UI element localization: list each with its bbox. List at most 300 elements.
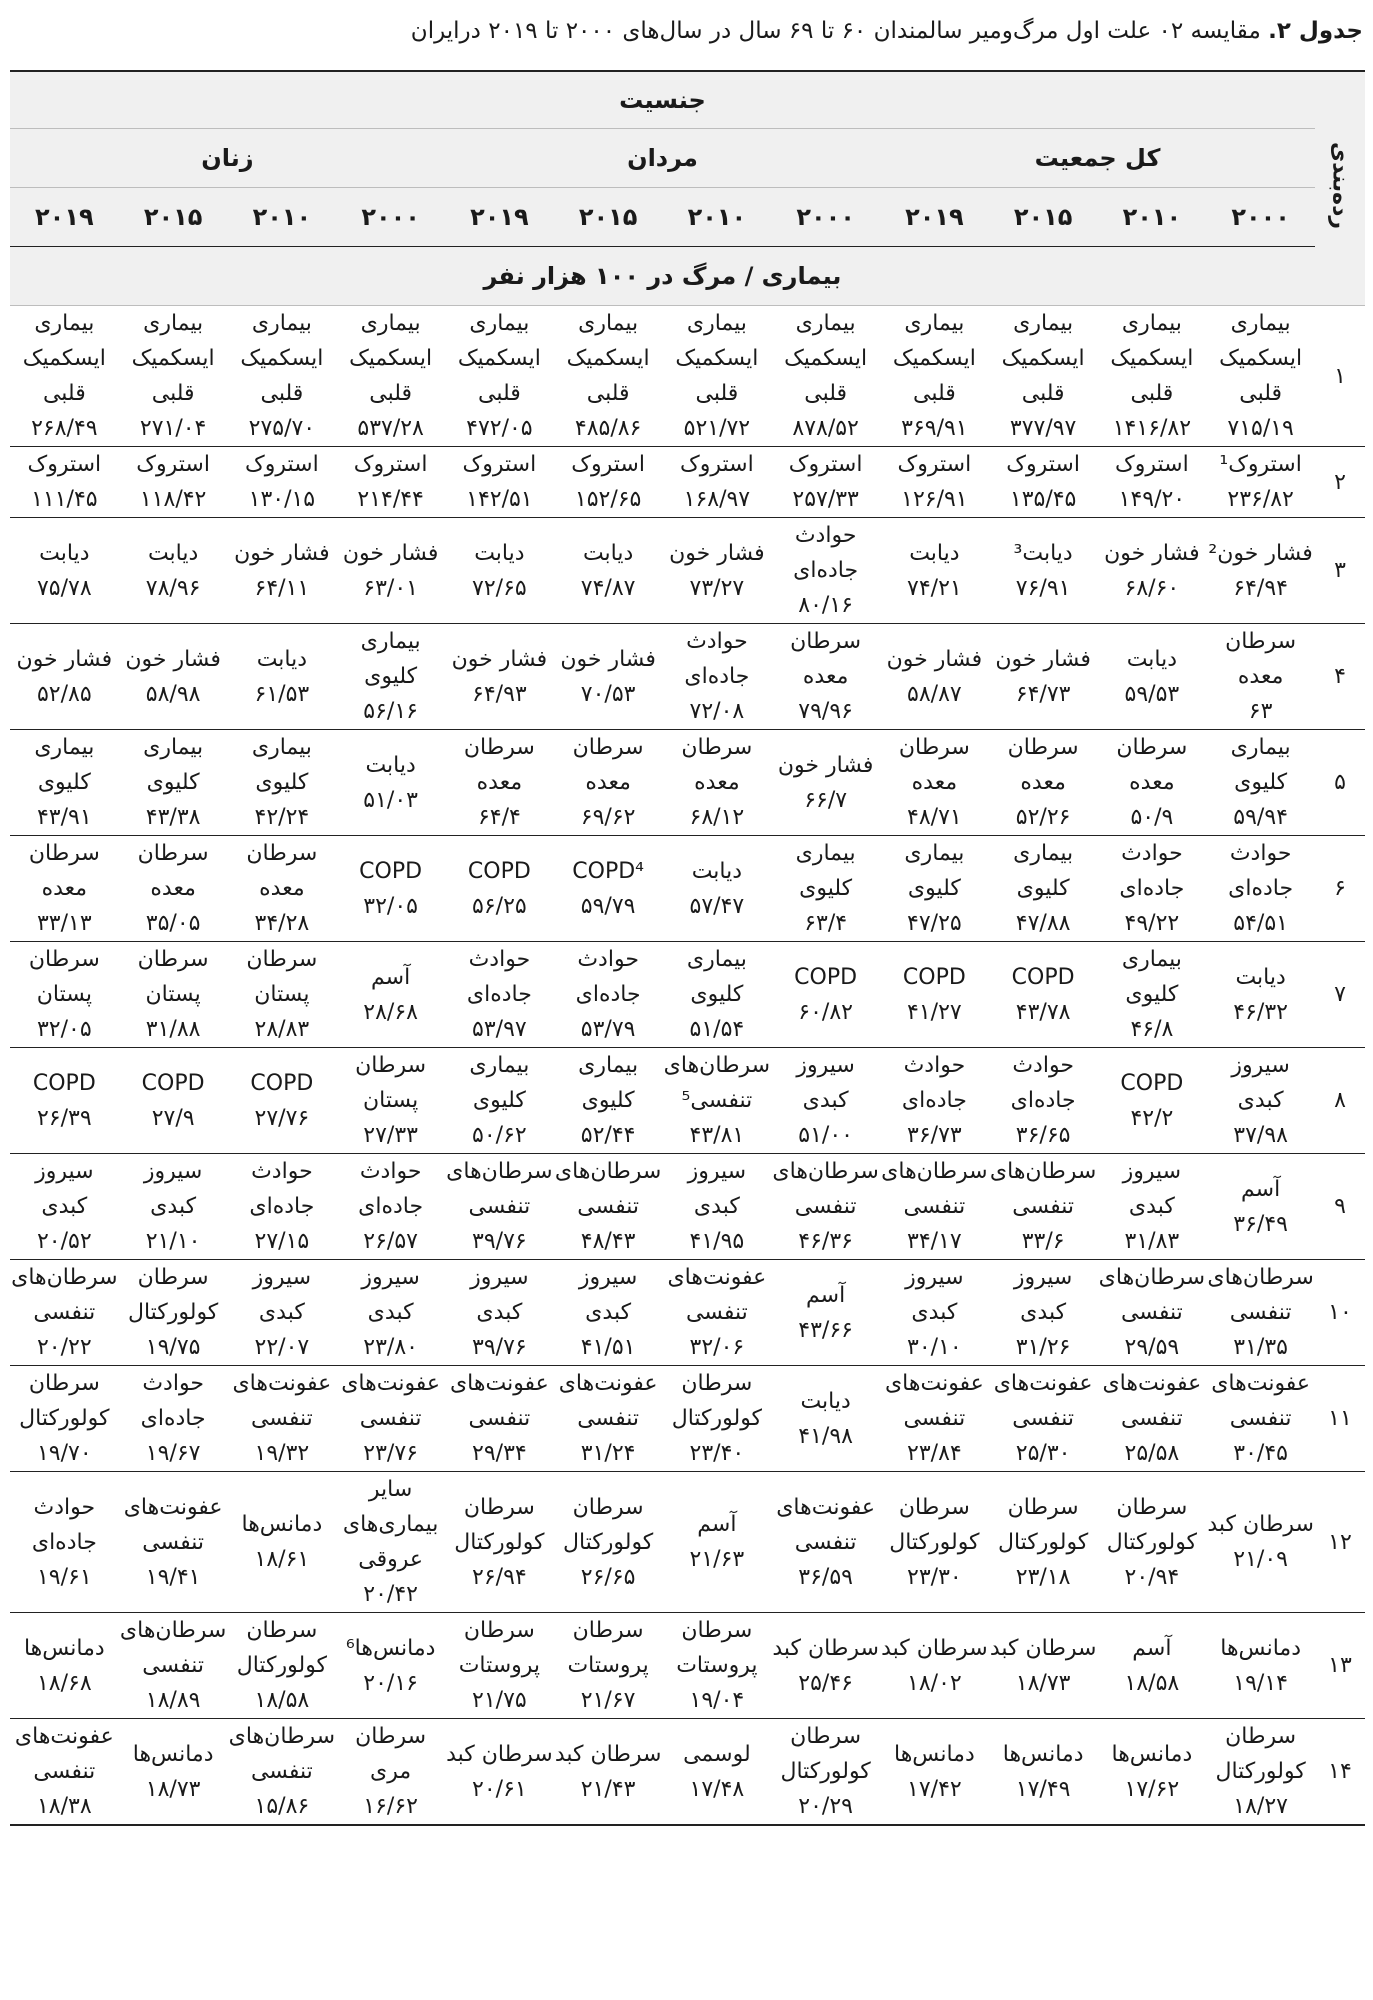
death-rate-value: ۱۸/۶۸ xyxy=(36,1670,92,1696)
death-rate-value: ۲۰/۹۴ xyxy=(1124,1564,1180,1590)
table-row xyxy=(10,1048,1365,1154)
data-cell xyxy=(663,447,772,518)
data-cell xyxy=(228,1613,337,1719)
cause-name: عفونت‌های تنفسی xyxy=(667,1265,767,1325)
cause-name: بیماری ایسکمیک قلبی xyxy=(131,311,215,406)
death-rate-value: ۲۳/۸۰ xyxy=(363,1335,418,1360)
death-rate-value: ۴۶/۳۶ xyxy=(798,1229,853,1254)
cause-name: سیروز کبدی xyxy=(687,1159,747,1219)
data-cell xyxy=(228,306,337,447)
death-rate-value: ۱۸/۲۷ xyxy=(1233,1794,1288,1819)
data-cell xyxy=(336,1154,445,1260)
data-cell xyxy=(1098,1260,1207,1366)
cause-name: سرطان معده xyxy=(463,735,535,795)
data-cell xyxy=(336,942,445,1048)
death-rate-value: ۳۶/۴۹ xyxy=(1233,1211,1288,1237)
table-caption xyxy=(10,16,1363,46)
data-cell xyxy=(1098,624,1207,730)
cause-name: عفونت‌های تنفسی xyxy=(14,1724,114,1784)
data-cell xyxy=(989,447,1098,518)
death-rate-value: ۶۰/۸۲ xyxy=(798,999,853,1025)
death-rate-value: ۶۴/۴ xyxy=(477,805,521,830)
data-cell xyxy=(228,1366,337,1472)
data-cell xyxy=(445,1719,554,1826)
death-rate-value: ۴۱/۵۱ xyxy=(580,1335,636,1360)
data-cell xyxy=(1098,1154,1207,1260)
year-header: ۲۰۱۰ xyxy=(228,188,337,247)
cause-name: حوادث جاده‌ای xyxy=(901,1053,967,1113)
death-rate-value: ۴۹/۲۲ xyxy=(1124,911,1180,936)
rank-cell: ۶ xyxy=(1315,836,1365,942)
data-cell xyxy=(989,942,1098,1048)
cause-name: بیماری ایسکمیک قلبی xyxy=(784,311,868,406)
cause-name: بیماری کلیوی xyxy=(469,1053,530,1113)
death-rate-value: ۲۱/۷۵ xyxy=(472,1688,527,1713)
death-rate-value: ۳۹/۷۶ xyxy=(472,1335,527,1360)
cause-name: دیابت xyxy=(39,540,90,566)
death-rate-value: ۱۷/۴۲ xyxy=(907,1776,962,1802)
cause-name: فشار خون² xyxy=(1208,540,1313,566)
cause-name: سیروز کبدی xyxy=(1122,1159,1182,1219)
death-rate-value: ۲۷/۹ xyxy=(151,1105,195,1131)
death-rate-value: ۲۰/۲۹ xyxy=(798,1794,853,1819)
cause-name: سرطان معده xyxy=(28,841,100,901)
cause-name: سرطان معده xyxy=(137,841,209,901)
data-cell xyxy=(880,624,989,730)
death-rate-value: ۴۱/۲۷ xyxy=(907,999,962,1025)
death-rate-value: ۳۰/۱۰ xyxy=(907,1335,962,1360)
cause-name: سرطان کبد xyxy=(446,1741,553,1767)
data-cell xyxy=(989,1613,1098,1719)
cause-name: COPD xyxy=(794,964,858,990)
data-cell xyxy=(1098,1613,1207,1719)
cause-name: عفونت‌های تنفسی xyxy=(123,1494,223,1555)
data-cell xyxy=(554,1260,663,1366)
data-cell xyxy=(771,1719,880,1826)
cause-name: سرطان معده xyxy=(898,735,970,795)
data-cell xyxy=(663,730,772,836)
data-cell xyxy=(336,1613,445,1719)
death-rate-value: ۳۶/۵۹ xyxy=(798,1564,853,1590)
cause-name: بیماری کلیوی xyxy=(143,735,204,795)
cause-name: آسم xyxy=(1132,1635,1172,1661)
cause-name: سرطان معده xyxy=(1007,735,1079,795)
death-rate-value: ۳۳/۶ xyxy=(1021,1229,1065,1254)
data-cell xyxy=(554,1472,663,1613)
cause-name: آسم xyxy=(371,964,411,990)
cause-name: حوادث جاده‌ای xyxy=(1228,841,1294,901)
data-cell xyxy=(880,730,989,836)
data-cell xyxy=(989,836,1098,942)
death-rate-value: ۴۶/۳۲ xyxy=(1233,999,1288,1025)
cause-name: عفونت‌های تنفسی xyxy=(993,1371,1093,1431)
data-cell xyxy=(1206,1719,1315,1826)
cause-name: سیروز کبدی xyxy=(35,1159,94,1219)
death-rate-value: ۲۳/۳۰ xyxy=(907,1564,962,1590)
death-rate-value: ۳۷/۹۸ xyxy=(1233,1123,1288,1148)
death-rate-value: ۲۷۱/۰۴ xyxy=(139,416,207,441)
data-cell xyxy=(1206,1260,1315,1366)
cause-name: سرطان کبد xyxy=(989,1635,1097,1661)
rank-cell: ۳ xyxy=(1315,518,1365,624)
data-cell xyxy=(1098,836,1207,942)
death-rate-value: ۲۰/۱۶ xyxy=(363,1670,418,1696)
rank-cell: ۴ xyxy=(1315,624,1365,730)
cause-name: دیابت xyxy=(691,858,743,884)
death-rate-value: ۴۸/۴۳ xyxy=(580,1229,636,1254)
data-cell xyxy=(228,447,337,518)
cause-name: سرطان‌های تنفسی xyxy=(119,1618,227,1678)
cause-name: سیروز کبدی xyxy=(143,1159,203,1219)
cause-name: دمانس‌ها xyxy=(241,1512,323,1537)
cause-name: سرطان کولورکتال xyxy=(127,1265,219,1325)
year-header: ۲۰۰۰ xyxy=(336,188,445,247)
death-rate-value: ۵۳۷/۲۸ xyxy=(357,416,424,441)
death-rate-value: ۱۹/۴۱ xyxy=(145,1564,201,1590)
death-rate-value: ۲۵/۴۶ xyxy=(798,1670,853,1696)
data-cell xyxy=(1206,1613,1315,1719)
cause-name: سیروز کبدی xyxy=(1013,1265,1073,1325)
data-cell xyxy=(119,836,228,942)
death-rate-value: ۵۷/۴۷ xyxy=(689,893,745,919)
data-cell xyxy=(1206,730,1315,836)
table-row xyxy=(10,306,1365,447)
data-cell xyxy=(1206,518,1315,624)
death-rate-value: ۲۹/۳۴ xyxy=(472,1441,527,1466)
cause-name: فشار خون xyxy=(125,646,221,672)
data-cell xyxy=(1206,306,1315,447)
cause-name: سرطان کبد xyxy=(1207,1512,1314,1537)
data-cell xyxy=(1206,447,1315,518)
data-cell xyxy=(445,306,554,447)
data-cell xyxy=(880,1719,989,1826)
cause-name: سرطان پستان xyxy=(28,947,100,1007)
death-rate-value: ۵۴/۵۱ xyxy=(1233,911,1288,936)
death-rate-value: ۳۱/۳۵ xyxy=(1233,1335,1288,1360)
data-cell xyxy=(445,1154,554,1260)
death-rate-value: ۲۳۶/۸۲ xyxy=(1227,487,1294,512)
death-rate-value: ۵۰/۹ xyxy=(1130,805,1174,830)
data-cell xyxy=(445,836,554,942)
data-cell xyxy=(880,1366,989,1472)
death-rate-value: ۵۶/۱۶ xyxy=(363,699,418,724)
data-cell xyxy=(554,836,663,942)
data-cell xyxy=(445,1613,554,1719)
death-rate-value: ۶۱/۵۳ xyxy=(254,681,310,707)
cause-name: فشار خون xyxy=(560,646,656,672)
rank-cell: ۱۲ xyxy=(1315,1472,1365,1613)
death-rate-value: ۳۱/۲۴ xyxy=(580,1441,636,1466)
data-cell xyxy=(554,1366,663,1472)
death-rate-value: ۱۳۰/۱۵ xyxy=(248,487,316,512)
cause-name: حوادث جاده‌ای xyxy=(31,1494,97,1555)
data-cell xyxy=(10,624,119,730)
cause-name: COPD xyxy=(141,1070,205,1096)
year-header: ۲۰۰۰ xyxy=(771,188,880,247)
data-cell xyxy=(1098,306,1207,447)
death-rate-value: ۵۳/۷۹ xyxy=(580,1017,636,1042)
data-cell xyxy=(10,836,119,942)
cause-name: سیروز کبدی xyxy=(578,1265,638,1325)
cause-name: عفونت‌های تنفسی xyxy=(341,1371,441,1431)
cause-name: COPD xyxy=(359,858,423,884)
death-rate-value: ۲۷/۳۳ xyxy=(363,1123,418,1148)
cause-name: حوادث جاده‌ای xyxy=(249,1159,315,1219)
cause-name: بیماری ایسکمیک قلبی xyxy=(22,311,106,406)
death-rate-value: ۴۸/۷۱ xyxy=(907,805,962,830)
cause-name: COPD xyxy=(32,1070,96,1096)
data-cell xyxy=(880,1048,989,1154)
data-cell xyxy=(1206,1048,1315,1154)
cause-name: دمانس‌ها⁶ xyxy=(345,1635,436,1661)
data-cell xyxy=(228,1048,337,1154)
data-cell xyxy=(10,1260,119,1366)
death-rate-value: ۷۹/۹۶ xyxy=(798,699,853,724)
data-cell xyxy=(336,1719,445,1826)
cause-name: سرطان‌های تنفسی xyxy=(772,1159,879,1219)
death-rate-value: ۸۷۸/۵۲ xyxy=(792,416,859,441)
data-cell xyxy=(554,1719,663,1826)
data-cell xyxy=(336,730,445,836)
cause-name: استروک xyxy=(571,452,645,477)
data-cell xyxy=(336,624,445,730)
table-row xyxy=(10,624,1365,730)
death-rate-value: ۲۱/۴۳ xyxy=(580,1776,636,1802)
cause-name: دیابت xyxy=(582,540,634,566)
death-rate-value: ۲۵۷/۳۳ xyxy=(792,487,859,512)
death-rate-value: ۳۲/۰۵ xyxy=(363,893,418,919)
data-cell xyxy=(336,1260,445,1366)
table-row xyxy=(10,730,1365,836)
death-rate-value: ۷۸/۹۶ xyxy=(145,575,201,601)
cause-name: استروک xyxy=(353,452,428,477)
data-cell xyxy=(989,1719,1098,1826)
data-cell xyxy=(663,1613,772,1719)
cause-name: سرطان کولورکتال xyxy=(889,1494,980,1555)
death-rate-value: ۱۸/۰۲ xyxy=(907,1670,962,1696)
death-rate-value: ۲۵/۵۸ xyxy=(1124,1441,1180,1466)
table-row xyxy=(10,1154,1365,1260)
data-cell xyxy=(445,1366,554,1472)
death-rate-value: ۴۲/۲۴ xyxy=(254,805,310,830)
data-cell xyxy=(1098,1048,1207,1154)
death-rate-value: ۷۶/۹۱ xyxy=(1015,575,1071,601)
death-rate-value: ۲۷/۷۶ xyxy=(254,1105,310,1131)
data-cell xyxy=(989,306,1098,447)
data-cell xyxy=(771,1154,880,1260)
data-cell xyxy=(663,836,772,942)
cause-name: سرطان کولورکتال xyxy=(454,1494,545,1555)
death-rate-value: ۵۲/۲۶ xyxy=(1015,805,1071,830)
data-cell xyxy=(10,1472,119,1613)
data-cell xyxy=(228,1719,337,1826)
death-rate-value: ۲۱/۰۹ xyxy=(1233,1547,1288,1572)
death-rate-value: ۵۲/۸۵ xyxy=(36,681,92,707)
cause-name: سرطان پروستات xyxy=(458,1618,541,1678)
data-cell xyxy=(880,1260,989,1366)
cause-name: دمانس‌ها xyxy=(132,1741,214,1767)
cause-name: سایر بیماری‌های عروقی xyxy=(342,1477,439,1572)
data-cell xyxy=(554,1154,663,1260)
data-cell xyxy=(336,1048,445,1154)
death-rate-value: ۴۳/۸۱ xyxy=(689,1123,745,1148)
data-cell xyxy=(663,306,772,447)
cause-name: بیماری کلیوی xyxy=(904,841,965,901)
death-rate-value: ۱۹/۱۴ xyxy=(1233,1670,1288,1696)
death-rate-value: ۲۱/۱۰ xyxy=(145,1229,201,1254)
year-header: ۲۰۰۰ xyxy=(1206,188,1315,247)
death-rate-value: ۷۳/۲۷ xyxy=(689,575,745,601)
cause-name: فشار خون xyxy=(669,540,765,566)
cause-name: عفونت‌های تنفسی xyxy=(884,1371,984,1431)
cause-name: بیماری کلیوی xyxy=(360,629,421,689)
data-cell xyxy=(554,447,663,518)
death-rate-value: ۲۶/۶۵ xyxy=(580,1564,636,1590)
group-total-header: کل جمعیت xyxy=(880,129,1315,188)
death-rate-value: ۱۴۱۶/۸۲ xyxy=(1112,416,1192,441)
data-cell xyxy=(1206,1366,1315,1472)
cause-name: فشار خون xyxy=(886,646,983,672)
cause-name: سرطان‌های تنفسی xyxy=(228,1724,336,1784)
data-cell xyxy=(1098,730,1207,836)
cause-name: بیماری ایسکمیک قلبی xyxy=(457,311,541,406)
cause-name: حوادث جاده‌ای xyxy=(1119,841,1185,901)
cause-name: فشار خون xyxy=(995,646,1091,672)
cause-name: حوادث جاده‌ای xyxy=(684,629,750,689)
data-cell xyxy=(10,730,119,836)
data-cell xyxy=(554,518,663,624)
death-rate-value: ۳۶/۷۳ xyxy=(907,1123,962,1148)
cause-name: عفونت‌های تنفسی xyxy=(558,1371,658,1431)
cause-name: سرطان‌های تنفسی xyxy=(11,1265,118,1325)
cause-name: سیروز کبدی xyxy=(905,1265,964,1325)
cause-name: سرطان پستان xyxy=(355,1053,427,1113)
table-row xyxy=(10,836,1365,942)
death-rate-value: ۱۱۸/۴۲ xyxy=(139,487,207,512)
data-cell xyxy=(228,942,337,1048)
cause-name: سرطان کولورکتال xyxy=(19,1371,110,1431)
table-row xyxy=(10,1366,1365,1472)
table-row xyxy=(10,1613,1365,1719)
cause-name: دیابت xyxy=(147,540,199,566)
death-rate-value: ۶۳/۴ xyxy=(804,911,848,936)
year-header: ۲۰۱۹ xyxy=(445,188,554,247)
data-cell xyxy=(1206,942,1315,1048)
death-rate-value: ۴۳/۳۸ xyxy=(145,805,201,830)
death-rate-value: ۶۶/۷ xyxy=(804,787,848,813)
mortality-table xyxy=(10,70,1365,1826)
death-rate-value: ۱۸/۵۸ xyxy=(1124,1670,1180,1696)
cause-name: سرطان پستان xyxy=(246,947,318,1007)
death-rate-value: ۵۶/۲۵ xyxy=(472,893,527,919)
cause-name: دیابت xyxy=(1126,646,1178,672)
cause-name: حوادث جاده‌ای xyxy=(358,1159,424,1219)
data-cell xyxy=(771,1260,880,1366)
death-rate-value: ۲۱۴/۴۴ xyxy=(357,487,424,512)
death-rate-value: ۴۳/۷۸ xyxy=(1015,999,1071,1025)
death-rate-value: ۱۶۸/۹۷ xyxy=(683,487,751,512)
data-cell xyxy=(1206,624,1315,730)
data-cell xyxy=(989,730,1098,836)
rank-cell: ۱۴ xyxy=(1315,1719,1365,1826)
data-cell xyxy=(554,1613,663,1719)
data-cell xyxy=(10,1154,119,1260)
death-rate-value: ۱۵۲/۶۵ xyxy=(574,487,642,512)
data-cell xyxy=(1206,836,1315,942)
data-cell xyxy=(119,1472,228,1613)
cause-name: بیماری ایسکمیک قلبی xyxy=(349,311,433,406)
death-rate-value: ۴۱/۹۵ xyxy=(689,1229,745,1254)
death-rate-value: ۱۱۱/۴۵ xyxy=(31,487,98,512)
cause-name: فشار خون xyxy=(777,752,874,778)
cause-name: سرطان کولورکتال xyxy=(997,1494,1089,1555)
cause-name: آسم xyxy=(806,1282,846,1308)
gender-header: جنسیت xyxy=(10,71,1315,129)
death-rate-value: ۵۱/۰۰ xyxy=(798,1123,853,1148)
cause-name: COPD xyxy=(467,858,531,884)
cause-name: فشار خون xyxy=(1104,540,1200,566)
data-cell xyxy=(771,447,880,518)
cause-name: سرطان کولورکتال xyxy=(562,1494,654,1555)
death-rate-value: ۴۷۲/۰۵ xyxy=(466,416,533,441)
death-rate-value: ۶۳/۰۱ xyxy=(363,575,418,601)
data-cell xyxy=(771,306,880,447)
rank-cell: ۵ xyxy=(1315,730,1365,836)
death-rate-value: ۱۳۵/۴۵ xyxy=(1009,487,1077,512)
cause-name: بیماری کلیوی xyxy=(1121,947,1182,1007)
data-cell xyxy=(228,1260,337,1366)
year-header: ۲۰۱۹ xyxy=(10,188,119,247)
cause-name: سرطان‌های تنفسی xyxy=(1207,1265,1314,1325)
data-cell xyxy=(119,1613,228,1719)
data-cell xyxy=(554,1048,663,1154)
rank-cell: ۸ xyxy=(1315,1048,1365,1154)
death-rate-value: ۲۱/۶۷ xyxy=(580,1688,636,1713)
data-cell xyxy=(663,1154,772,1260)
cause-name: بیماری ایسکمیک قلبی xyxy=(1001,311,1085,406)
data-cell xyxy=(228,730,337,836)
death-rate-value: ۷۲/۶۵ xyxy=(472,575,527,601)
cause-name: سرطان معده xyxy=(1116,735,1188,795)
death-rate-value: ۳۹/۷۶ xyxy=(472,1229,527,1254)
data-cell xyxy=(119,1048,228,1154)
data-cell xyxy=(880,518,989,624)
death-rate-value: ۱۷/۴۸ xyxy=(689,1776,745,1802)
cause-name: سیروز کبدی xyxy=(470,1265,529,1325)
death-rate-value: ۱۲۶/۹۱ xyxy=(901,487,968,512)
rank-cell: ۱۱ xyxy=(1315,1366,1365,1472)
death-rate-value: ۷۰/۵۳ xyxy=(580,681,636,707)
cause-name: بیماری کلیوی xyxy=(578,1053,639,1113)
year-header: ۲۰۱۵ xyxy=(119,188,228,247)
death-rate-value: ۱۸/۳۸ xyxy=(36,1794,92,1819)
data-cell xyxy=(989,1048,1098,1154)
data-cell xyxy=(336,836,445,942)
death-rate-value: ۲۸/۸۳ xyxy=(254,1017,310,1042)
cause-name: فشار خون xyxy=(16,646,113,672)
cause-name: سرطان معده xyxy=(681,735,753,795)
data-cell xyxy=(771,518,880,624)
death-rate-value: ۳۱/۸۸ xyxy=(145,1017,201,1042)
death-rate-value: ۳۱/۲۶ xyxy=(1015,1335,1071,1360)
cause-name: دیابت³ xyxy=(1013,540,1073,566)
rank-cell: ۹ xyxy=(1315,1154,1365,1260)
cause-name: سرطان کولورکتال xyxy=(1106,1494,1198,1555)
data-cell xyxy=(663,1719,772,1826)
death-rate-value: ۲۳/۷۶ xyxy=(363,1441,418,1466)
data-cell xyxy=(1098,447,1207,518)
data-cell xyxy=(989,624,1098,730)
